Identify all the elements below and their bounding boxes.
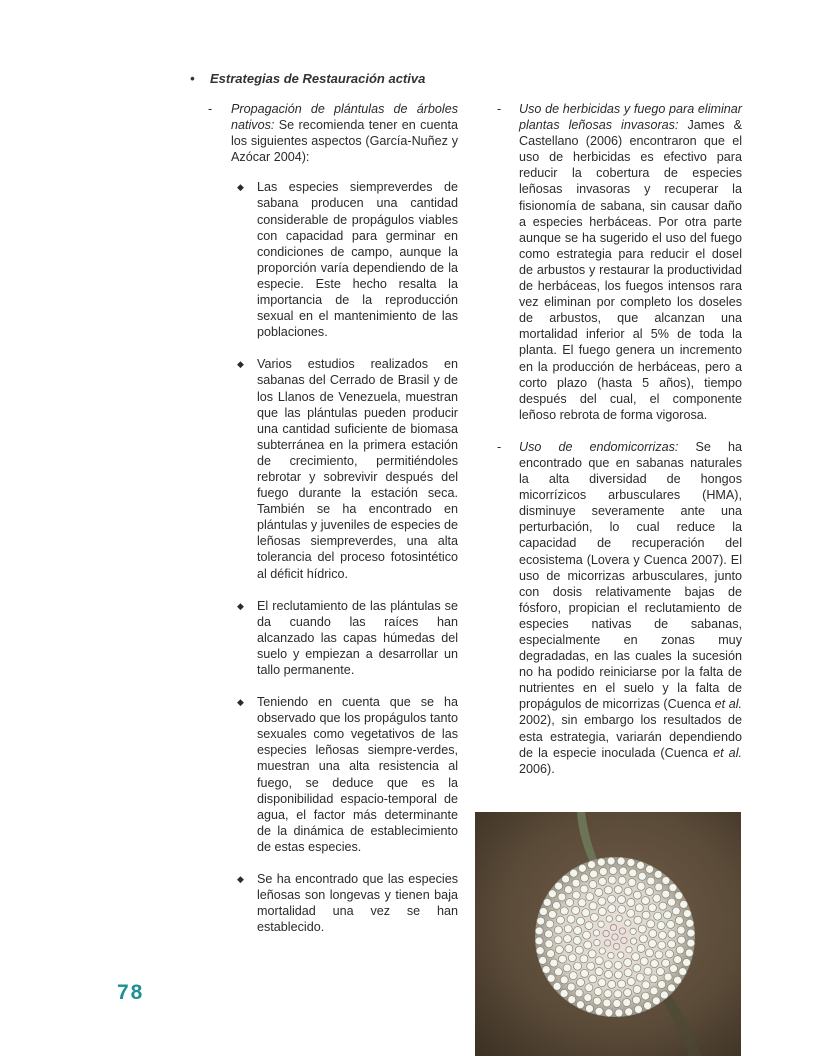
- list-item: [237, 871, 458, 935]
- floret: [555, 946, 563, 954]
- floret: [655, 951, 663, 959]
- floret: [608, 952, 614, 958]
- floret: [638, 872, 646, 880]
- floret: [589, 902, 597, 910]
- floret: [569, 972, 577, 980]
- floret: [607, 857, 615, 865]
- floret: [637, 944, 645, 952]
- floret: [679, 968, 687, 976]
- floret: [687, 929, 695, 937]
- floret: [580, 955, 588, 963]
- floret: [680, 900, 688, 908]
- floret: [677, 926, 685, 934]
- floret: [610, 924, 616, 930]
- floret: [567, 915, 575, 923]
- floret: [539, 956, 547, 964]
- floret: [619, 928, 625, 934]
- floret: [543, 898, 551, 906]
- floret: [554, 936, 562, 944]
- floret: [595, 888, 603, 896]
- floret: [593, 997, 601, 1005]
- floret: [659, 902, 667, 910]
- floret: [619, 867, 627, 875]
- floret: [650, 987, 658, 995]
- floret: [609, 867, 617, 875]
- floret: [648, 940, 656, 948]
- floret: [667, 920, 675, 928]
- floret: [642, 897, 650, 905]
- floret: [644, 967, 652, 975]
- floret: [574, 962, 582, 970]
- list-item-text: Las especies siempreverdes de sabana producen una cantidad considerable de propágulos viables con capacidad para germinar en condiciones de campo, aunque la proporción varía dependiendo de la especie. Este hecho resalta la importancia de la reproducción sexual en el mantenimiento de las poblaciones.: [257, 180, 458, 340]
- floret: [639, 935, 647, 943]
- floret: [624, 887, 632, 895]
- floret: [618, 980, 626, 988]
- floret: [568, 996, 576, 1004]
- floret: [646, 949, 654, 957]
- floret: [652, 997, 660, 1005]
- floret: [668, 940, 676, 948]
- floret: [608, 980, 616, 988]
- floret: [542, 966, 550, 974]
- floret: [647, 877, 655, 885]
- floret: [628, 879, 636, 887]
- floret: [597, 858, 605, 866]
- floret: [564, 886, 572, 894]
- floret: [635, 904, 643, 912]
- floret: [618, 952, 624, 958]
- floret: [598, 897, 606, 905]
- floret: [669, 884, 677, 892]
- floret: [557, 916, 565, 924]
- mycorrhiza-text: 2002), sin embargo los resultados de esta estrategia, variarán dependiendo de la especie inoculada (Cuenca: [519, 713, 742, 760]
- floret: [578, 864, 586, 872]
- floret: [598, 979, 606, 987]
- floret: [624, 959, 632, 967]
- floret: [624, 969, 632, 977]
- herbicide-title: Uso de herbicidas y fuego para eliminar plantas leñosas invasoras:: [519, 102, 742, 133]
- floret: [604, 886, 612, 894]
- dash-marker: -: [497, 102, 502, 116]
- floret: [545, 930, 553, 938]
- floret: [546, 920, 554, 928]
- diamond-bullet-icon: ◆: [237, 874, 244, 885]
- floret: [674, 976, 682, 984]
- floret: [654, 870, 662, 878]
- flower-photo: [475, 812, 741, 1056]
- bullet-list: [237, 179, 458, 935]
- floret: [658, 981, 666, 989]
- floret: [594, 940, 600, 946]
- floret: [565, 945, 573, 953]
- floret: [560, 976, 568, 984]
- floret: [654, 912, 662, 920]
- floret: [642, 981, 650, 989]
- floret: [660, 991, 668, 999]
- floret: [659, 931, 667, 939]
- floret: [633, 986, 641, 994]
- page-number: 78: [117, 981, 145, 1004]
- floret: [627, 909, 635, 917]
- floret: [582, 909, 590, 917]
- floret: [553, 982, 561, 990]
- floret: [642, 911, 650, 919]
- floret: [595, 1007, 603, 1015]
- floret: [608, 905, 616, 913]
- floret: [686, 919, 694, 927]
- mycorrhiza-title: Uso de endomicorrizas:: [519, 439, 679, 454]
- diamond-bullet-icon: ◆: [237, 359, 244, 370]
- floret: [604, 990, 612, 998]
- list-item: [237, 179, 458, 340]
- floret: [567, 983, 575, 991]
- floret: [605, 970, 613, 978]
- floret: [649, 930, 657, 938]
- floret: [629, 869, 637, 877]
- mycorrhiza-paragraph: [497, 439, 742, 777]
- dash-marker: -: [497, 439, 502, 454]
- floret: [603, 999, 611, 1007]
- floret: [583, 931, 591, 939]
- floret: [666, 950, 674, 958]
- floret: [655, 883, 663, 891]
- floret: [653, 894, 661, 902]
- floret: [573, 936, 581, 944]
- floret: [667, 984, 675, 992]
- floret: [627, 859, 635, 867]
- floret: [633, 964, 641, 972]
- floret: [605, 1009, 613, 1017]
- floret: [634, 916, 642, 924]
- floret: [662, 877, 670, 885]
- floret: [646, 865, 654, 873]
- diamond-bullet-icon: ◆: [237, 182, 244, 193]
- floret: [598, 877, 606, 885]
- intro-text: Se recomienda tener en cuenta los siguientes aspectos (García-Nuñez y Azócar 2004):: [231, 118, 458, 165]
- floret: [536, 947, 544, 955]
- floret: [614, 971, 622, 979]
- floret: [550, 959, 558, 967]
- floret: [558, 893, 566, 901]
- floret: [564, 925, 572, 933]
- floret: [599, 948, 605, 954]
- floret: [644, 1002, 652, 1010]
- herbicide-paragraph: [497, 101, 742, 423]
- floret: [647, 920, 655, 928]
- floret: [547, 950, 555, 958]
- floret: [624, 989, 632, 997]
- floret: [553, 901, 561, 909]
- floret: [563, 964, 571, 972]
- floret: [615, 1009, 623, 1017]
- section-heading-text: Estrategias de Restauración activa: [210, 71, 426, 86]
- floret: [668, 930, 676, 938]
- floret: [554, 968, 562, 976]
- floret: [566, 899, 574, 907]
- floret: [637, 882, 645, 890]
- right-column: [497, 101, 742, 793]
- floret: [608, 876, 616, 884]
- floret: [685, 949, 693, 957]
- floret: [584, 994, 592, 1002]
- floret: [664, 911, 672, 919]
- diamond-bullet-icon: ◆: [237, 697, 244, 708]
- floret: [593, 930, 599, 936]
- list-item: [237, 694, 458, 855]
- floret: [675, 916, 683, 924]
- floret: [633, 891, 641, 899]
- floret: [625, 1008, 633, 1016]
- herbicide-text: James & Castellano (2006) encontraron que el uso de herbicidas es efectivo para reducir la cobertura de especies leñosas invasoras y recuperar la fisionomía de sabana, sin causar daño a especies herbáceas. Por otra parte aunque se ha sugerido el uso del fuego como estrategia para reducir el dosel de arbustos y restaurar la productividad de herbáceas, los fuegos intensos rara vez eliminan por completo los doseles de arbustos, que alcanzan una mortalidad inferior al 5% de toda la planta. El fuego genera un incremento en la producción de herbáceas, pero a corto plazo (hasta 5 años), tiempo después del cual, el componente leñoso rebrota de forma vigorosa.: [519, 118, 742, 422]
- floret: [574, 927, 582, 935]
- floret: [535, 927, 543, 935]
- floret: [560, 989, 568, 997]
- dash-marker: -: [208, 102, 213, 116]
- citation-etal: et al.: [713, 745, 742, 760]
- floret: [586, 893, 594, 901]
- diamond-bullet-icon: ◆: [237, 600, 244, 611]
- list-item-text: Se ha encontrado que las especies leñosas son longevas y tienen baja mortalidad una vez se han establecido.: [257, 872, 458, 935]
- floret: [585, 922, 593, 930]
- floret: [618, 876, 626, 884]
- floret: [578, 899, 586, 907]
- list-item-text: El reclutamiento de las plántulas se da cuando las raíces han alcanzado las capas húmedas del suelo y empiezan a desarrollar un tallo permanente.: [257, 598, 458, 677]
- floret: [623, 999, 631, 1007]
- floret: [634, 1005, 642, 1013]
- floret: [585, 984, 593, 992]
- floret: [613, 1000, 621, 1008]
- floret: [650, 960, 658, 968]
- floret: [576, 1001, 584, 1009]
- floret: [599, 868, 607, 876]
- floret: [612, 934, 618, 940]
- floret: [581, 969, 589, 977]
- flower-photo-svg: [475, 812, 741, 1056]
- floret: [590, 913, 598, 921]
- floret: [638, 925, 646, 933]
- floret: [632, 996, 640, 1004]
- floret: [568, 954, 576, 962]
- floret: [627, 978, 635, 986]
- floret: [626, 947, 632, 953]
- floret: [584, 941, 592, 949]
- mycorrhiza-text: 2006).: [519, 761, 555, 776]
- floret: [577, 917, 585, 925]
- left-column: [208, 101, 458, 951]
- floret: [683, 959, 691, 967]
- floret: [562, 875, 570, 883]
- floret: [580, 885, 588, 893]
- bullet-dot: •: [190, 71, 195, 86]
- floret: [547, 974, 555, 982]
- floret: [581, 874, 589, 882]
- mycorrhiza-text: Se ha encontrado que en sabanas naturales la alta diversidad de hongos micorrízicos arbusculares (HMA), disminuye severamente ante una perturbación, lo cual reduce la capacidad de recuperación del ecosistema (Lovera y Cuenca 2007). El uso de micorrizas arbusculares, junto con dosis relativamente bajas de fósforo, propician el reclutamiento de especies nativas de sabanas, especialmente en zonas muy degradadas, en las cuales la sucesión no ha podido reiniciarse por la falta de nutrientes en el suelo y la falta de propágulos de micorrizas (Cuenca: [519, 439, 742, 712]
- floret: [656, 968, 664, 976]
- floret: [650, 975, 658, 983]
- list-item-text: Varios estudios realizados en sabanas del Cerrado de Brasil y de los Llanos de Venezuela, muestran que las plántulas pueden producir una cantidad suficiente de biomasa subterránea en la primera estación de crecimiento, permitiéndoles rebrotar y sobrevivir después del fuego durante la estación seca. También se ha encontrado en plántulas y juveniles de especies de leñosas siempreverdes, una alta tolerancia del proceso fotosintético al déficit hídrico.: [257, 357, 458, 581]
- floret: [594, 988, 602, 996]
- floret: [687, 939, 695, 947]
- floret: [630, 928, 636, 934]
- floret: [559, 955, 567, 963]
- floret: [674, 956, 682, 964]
- floret: [627, 899, 635, 907]
- floret: [625, 920, 631, 926]
- citation-etal: et al.: [714, 697, 742, 712]
- floret: [608, 895, 616, 903]
- floret: [577, 978, 585, 986]
- floret: [637, 861, 645, 869]
- floret: [537, 917, 545, 925]
- floret: [618, 905, 626, 913]
- floret: [587, 962, 595, 970]
- list-item-text: Teniendo en cuenta que se ha observado que los propágulos tanto sexuales como vegetativos de las especies leñosas siempre-verdes, muestran una alta resistencia al fuego, se deduce que es la disponibilidad espacio-temporal de agua, el factor más determinante de la dinámica de establecimiento de estas especies.: [257, 695, 458, 854]
- floret: [658, 941, 666, 949]
- list-item: [237, 356, 458, 581]
- floret: [572, 906, 580, 914]
- floret: [555, 882, 563, 890]
- floret: [535, 937, 543, 945]
- floret: [548, 890, 556, 898]
- floret: [621, 937, 627, 943]
- floret: [616, 915, 622, 921]
- floret: [539, 908, 547, 916]
- floret: [570, 869, 578, 877]
- floret: [646, 888, 654, 896]
- floret: [675, 892, 683, 900]
- floret: [554, 926, 562, 934]
- floret: [632, 953, 640, 961]
- list-item: [237, 598, 458, 678]
- floret: [642, 992, 650, 1000]
- floret: [575, 989, 583, 997]
- floret: [604, 961, 612, 969]
- floret: [606, 916, 612, 922]
- floret: [662, 959, 670, 967]
- floret: [677, 936, 685, 944]
- floret: [589, 881, 597, 889]
- floret: [683, 910, 691, 918]
- floret: [670, 965, 678, 973]
- floret: [588, 861, 596, 869]
- floret: [572, 879, 580, 887]
- floret: [662, 890, 670, 898]
- floret: [664, 973, 672, 981]
- floret: [575, 946, 583, 954]
- floret: [604, 940, 610, 946]
- floret: [572, 891, 580, 899]
- floret: [636, 973, 644, 981]
- floret: [590, 870, 598, 878]
- floret: [560, 907, 568, 915]
- floret: [598, 921, 604, 927]
- floret: [676, 946, 684, 954]
- floret: [657, 922, 665, 930]
- floret: [672, 907, 680, 915]
- floret: [564, 935, 572, 943]
- floret: [545, 940, 553, 948]
- floret: [668, 898, 676, 906]
- floret: [588, 950, 596, 958]
- floret: [548, 910, 556, 918]
- floret: [598, 908, 606, 916]
- floret: [614, 961, 622, 969]
- floret: [589, 975, 597, 983]
- floret: [613, 943, 619, 949]
- intro-title: Propagación de plántulas de árboles nativos:: [231, 102, 458, 133]
- floret: [617, 857, 625, 865]
- floret: [614, 886, 622, 894]
- floret: [630, 938, 636, 944]
- floret: [648, 904, 656, 912]
- floret: [595, 968, 603, 976]
- floret: [603, 930, 609, 936]
- floret: [640, 957, 648, 965]
- floret: [618, 896, 626, 904]
- floret: [595, 957, 603, 965]
- floret: [614, 990, 622, 998]
- floret: [586, 1005, 594, 1013]
- intro-paragraph: [208, 101, 458, 165]
